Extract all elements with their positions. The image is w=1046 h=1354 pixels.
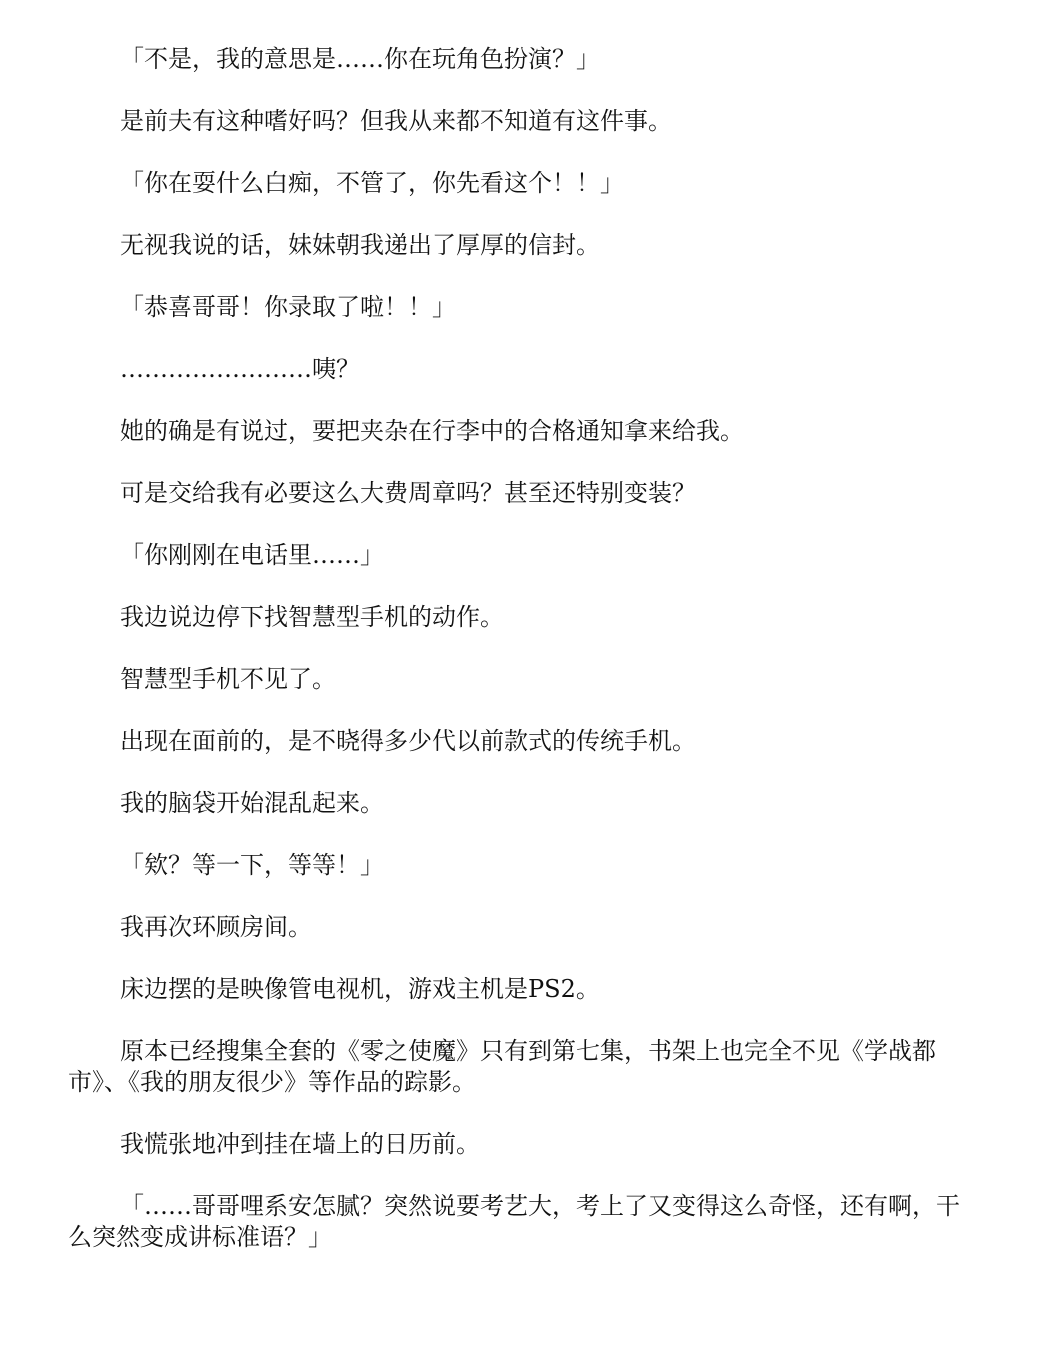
paragraph-18: 我慌张地冲到挂在墙上的日历前。 [120, 1130, 480, 1158]
paragraph-2: 是前夫有这种嗜好吗？但我从来都不知道有这件事。 [120, 107, 672, 135]
paragraph-6: ……………………咦？ [120, 355, 360, 383]
paragraph-19: 「……哥哥哩系安怎腻？突然说要考艺大，考上了又变得这么奇怪，还有啊，干么突然变成讲标准语？」 [68, 1192, 960, 1251]
paragraph-8: 可是交给我有必要这么大费周章吗？甚至还特别变装？ [120, 479, 696, 507]
paragraph-3: 「你在耍什么白痴，不管了，你先看这个！！」 [120, 169, 624, 197]
paragraph-11: 智慧型手机不见了。 [120, 665, 336, 693]
paragraph-4: 无视我说的话，妹妹朝我递出了厚厚的信封。 [120, 231, 600, 259]
paragraph-9: 「你刚刚在电话里……」 [120, 541, 384, 569]
paragraph-1: 「不是，我的意思是……你在玩角色扮演？」 [120, 45, 600, 73]
paragraph-10: 我边说边停下找智慧型手机的动作。 [120, 603, 504, 631]
paragraph-15: 我再次环顾房间。 [120, 913, 312, 941]
paragraph-16: 床边摆的是映像管电视机，游戏主机是PS2。 [120, 975, 600, 1003]
paragraph-5: 「恭喜哥哥！你录取了啦！！」 [120, 293, 456, 321]
paragraph-7: 她的确是有说过，要把夹杂在行李中的合格通知拿来给我。 [120, 417, 744, 445]
paragraph-12: 出现在面前的，是不晓得多少代以前款式的传统手机。 [120, 727, 696, 755]
paragraph-17: 原本已经搜集全套的《零之使魔》只有到第七集，书架上也完全不见《学战都市》、《我的朋友很少》等作品的踪影。 [68, 1037, 936, 1096]
paragraph-14: 「欸？等一下，等等！」 [120, 851, 384, 879]
paragraph-13: 我的脑袋开始混乱起来。 [120, 789, 384, 817]
